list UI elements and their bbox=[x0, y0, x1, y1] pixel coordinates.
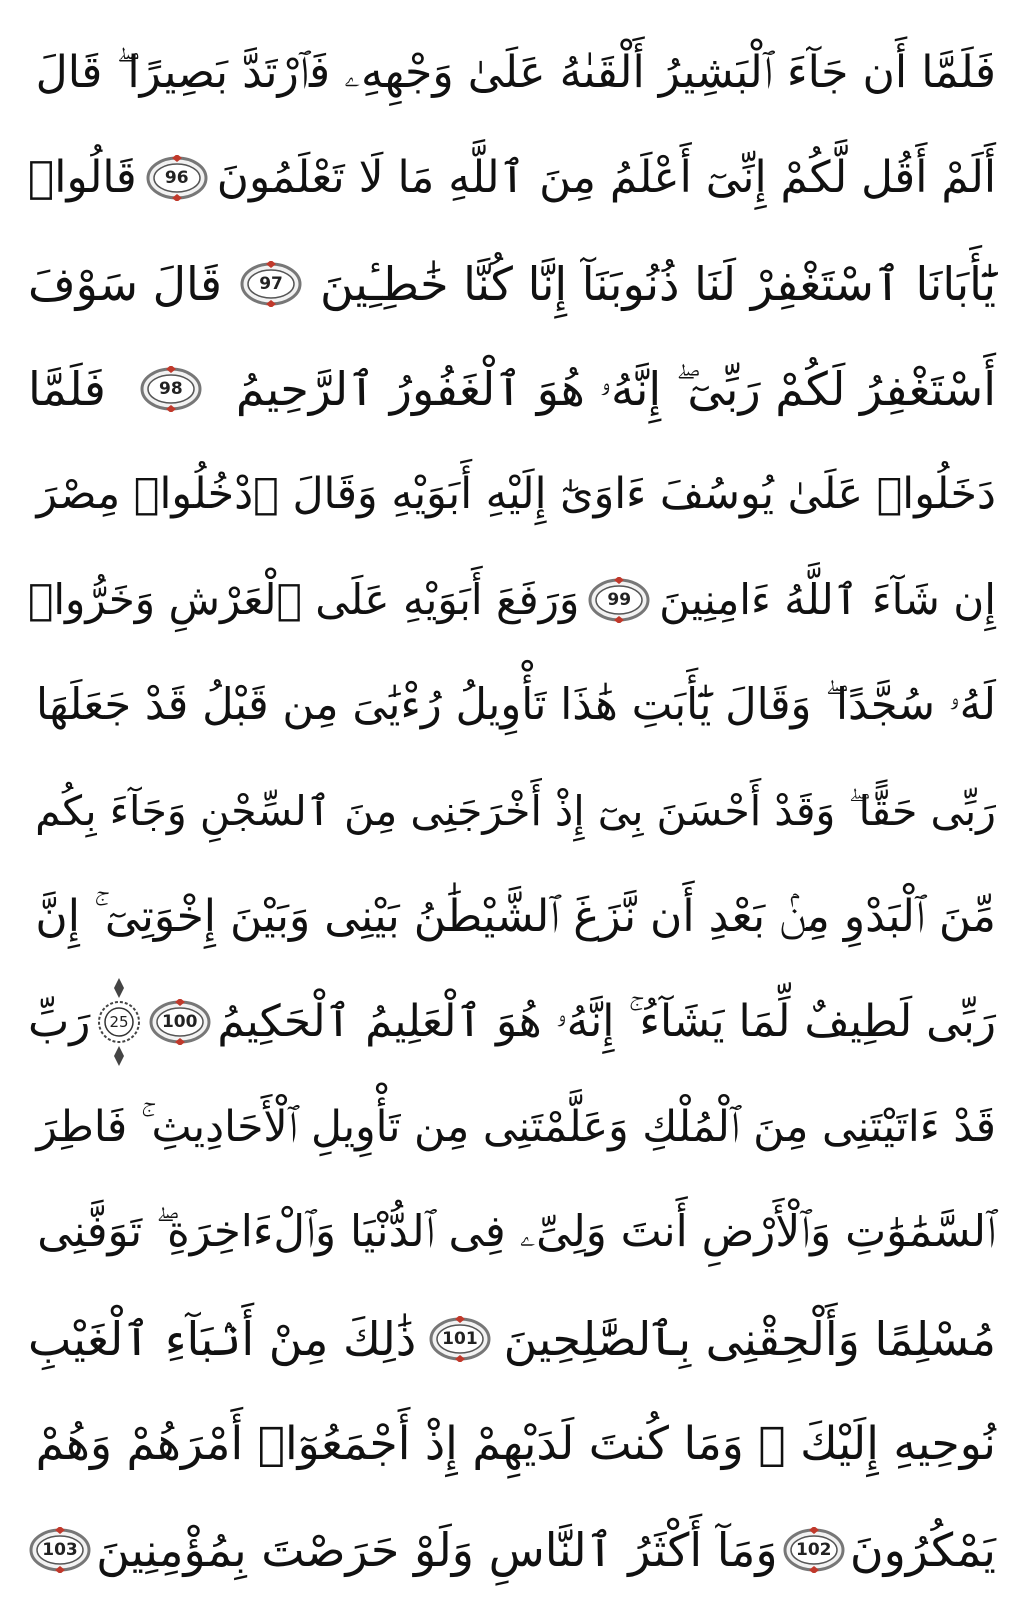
text-line bbox=[22, 442, 1002, 548]
verse-text: لَهُۥ سُجَّدًا ۖ وَقَالَ يَٰٓأَبَتِ هَٰذَا تَأْوِيلُ رُءْيَٰىَ مِن قَبْلُ قَدْ جَعَلَهَا bbox=[36, 680, 996, 731]
ayah-number: 101 bbox=[442, 1328, 478, 1349]
ayah-end-ornament-icon bbox=[145, 155, 209, 201]
verse-text: يَٰٓأَبَانَا ٱسْتَغْفِرْ لَنَا ذُنُوبَنَآ إِنَّا كُنَّا خَٰطِـِٔينَ bbox=[319, 256, 996, 311]
verse-text: مُسْلِمًا وَأَلْحِقْنِى بِٱلصَّٰلِحِينَ bbox=[503, 1311, 996, 1366]
text-line bbox=[22, 1075, 1002, 1181]
verse-text: نُوحِيهِ إِلَيْكَ ۖ وَمَا كُنتَ لَدَيْهِمْ إِذْ أَجْمَعُوٓا۟ أَمْرَهُمْ وَهُمْ bbox=[35, 1417, 996, 1471]
text-line bbox=[22, 1181, 1002, 1287]
text-line bbox=[22, 20, 1002, 126]
verse-text: قَدْ ءَاتَيْتَنِى مِنَ ٱلْمُلْكِ وَعَلَّمْتَنِى مِن تَأْوِيلِ ٱلْأَحَادِيثِ ۚ فَاطِرَ bbox=[36, 1102, 996, 1153]
ayah-end-ornament-icon bbox=[782, 1527, 846, 1573]
verse-text: فَلَمَّا bbox=[28, 362, 106, 417]
verse-text: وَمَآ أَكْثَرُ ٱلنَّاسِ وَلَوْ حَرَصْتَ بِمُؤْمِنِينَ bbox=[96, 1522, 778, 1577]
verse-text: قَالُوا۟ bbox=[28, 152, 137, 204]
text-line bbox=[22, 1286, 1002, 1392]
ayah-number: 98 bbox=[159, 379, 183, 400]
ayah-end-ornament-icon bbox=[148, 999, 212, 1045]
verse-text: فَلَمَّا أَن جَآءَ ٱلْبَشِيرُ أَلْقَىٰهُ عَلَىٰ وَجْهِهِۦ فَٱرْتَدَّ بَصِيرًا ۖ قَالَ bbox=[35, 46, 996, 98]
text-line bbox=[22, 970, 1002, 1076]
ayah-number: 97 bbox=[259, 273, 283, 294]
ayah-end-ornament-icon bbox=[587, 577, 651, 623]
ayah-number: 103 bbox=[42, 1539, 78, 1560]
verse-text: أَسْتَغْفِرُ لَكُمْ رَبِّىٓ ۖ إِنَّهُۥ هُوَ ٱلْغَفُورُ ٱلرَّحِيمُ bbox=[235, 362, 996, 417]
text-line bbox=[22, 337, 1002, 443]
verse-text: مِّنَ ٱلْبَدْوِ مِنۢ بَعْدِ أَن نَّزَغَ ٱلشَّيْطَٰنُ بَيْنِى وَبَيْنَ إِخْوَتِىٓ ۚ إِنَّ bbox=[35, 890, 996, 942]
ayah-number: 100 bbox=[161, 1012, 198, 1033]
ayah-number: 99 bbox=[607, 590, 632, 611]
verse-text: أَلَمْ أَقُل لَّكُمْ إِنِّىٓ أَعْلَمُ مِنَ ٱللَّهِ مَا لَا تَعْلَمُونَ bbox=[216, 152, 996, 204]
text-line bbox=[22, 759, 1002, 865]
text-line bbox=[22, 1392, 1002, 1498]
ayah-end-ornament-icon bbox=[428, 1316, 492, 1362]
verse-text: رَبِّ bbox=[28, 996, 91, 1048]
verse-text: دَخَلُوا۟ عَلَىٰ يُوسُفَ ءَاوَىٰٓ إِلَيْهِ أَبَوَيْهِ وَقَالَ ٱدْخُلُوا۟ مِصْرَ bbox=[36, 469, 996, 520]
text-line bbox=[22, 864, 1002, 970]
verse-text: ٱلسَّمَٰوَٰتِ وَٱلْأَرْضِ أَنتَ وَلِىِّۦ فِى ٱلدُّنْيَا وَٱلْءَاخِرَةِ ۖ تَوَفَّنِى bbox=[37, 1207, 996, 1258]
text-line bbox=[22, 1497, 1002, 1603]
ayah-end-ornament-icon bbox=[239, 261, 303, 307]
ayah-end-ornament-icon bbox=[139, 366, 203, 412]
verse-text: رَبِّى لَطِيفٌ لِّمَا يَشَآءُ ۚ إِنَّهُۥ هُوَ ٱلْعَلِيمُ ٱلْحَكِيمُ bbox=[217, 996, 996, 1048]
text-line bbox=[22, 126, 1002, 232]
verse-text: رَبِّى حَقًّا ۖ وَقَدْ أَحْسَنَ بِىٓ إِذْ أَخْرَجَنِى مِنَ ٱلسِّجْنِ وَجَآءَ بِكُم bbox=[35, 786, 996, 835]
text-line bbox=[22, 548, 1002, 654]
ayah-number: 102 bbox=[795, 1539, 832, 1560]
verse-text: ذَٰلِكَ مِنْ أَنۢبَآءِ ٱلْغَيْبِ bbox=[28, 1311, 417, 1366]
hizb-rub-ornament-icon bbox=[96, 976, 142, 1068]
verse-text: يَمْكُرُونَ bbox=[849, 1522, 996, 1577]
verse-text: إِن شَآءَ ٱللَّهُ ءَامِنِينَ bbox=[659, 575, 996, 625]
hizb-number: 25 bbox=[109, 1013, 129, 1032]
text-line bbox=[22, 231, 1002, 337]
verse-text: قَالَ سَوْفَ bbox=[28, 256, 223, 311]
verse-text: وَرَفَعَ أَبَوَيْهِ عَلَى ٱلْعَرْشِ وَخَرُّوا۟ bbox=[28, 575, 580, 625]
ayah-number: 96 bbox=[164, 168, 189, 189]
text-line bbox=[22, 653, 1002, 759]
ayah-end-ornament-icon bbox=[28, 1527, 92, 1573]
